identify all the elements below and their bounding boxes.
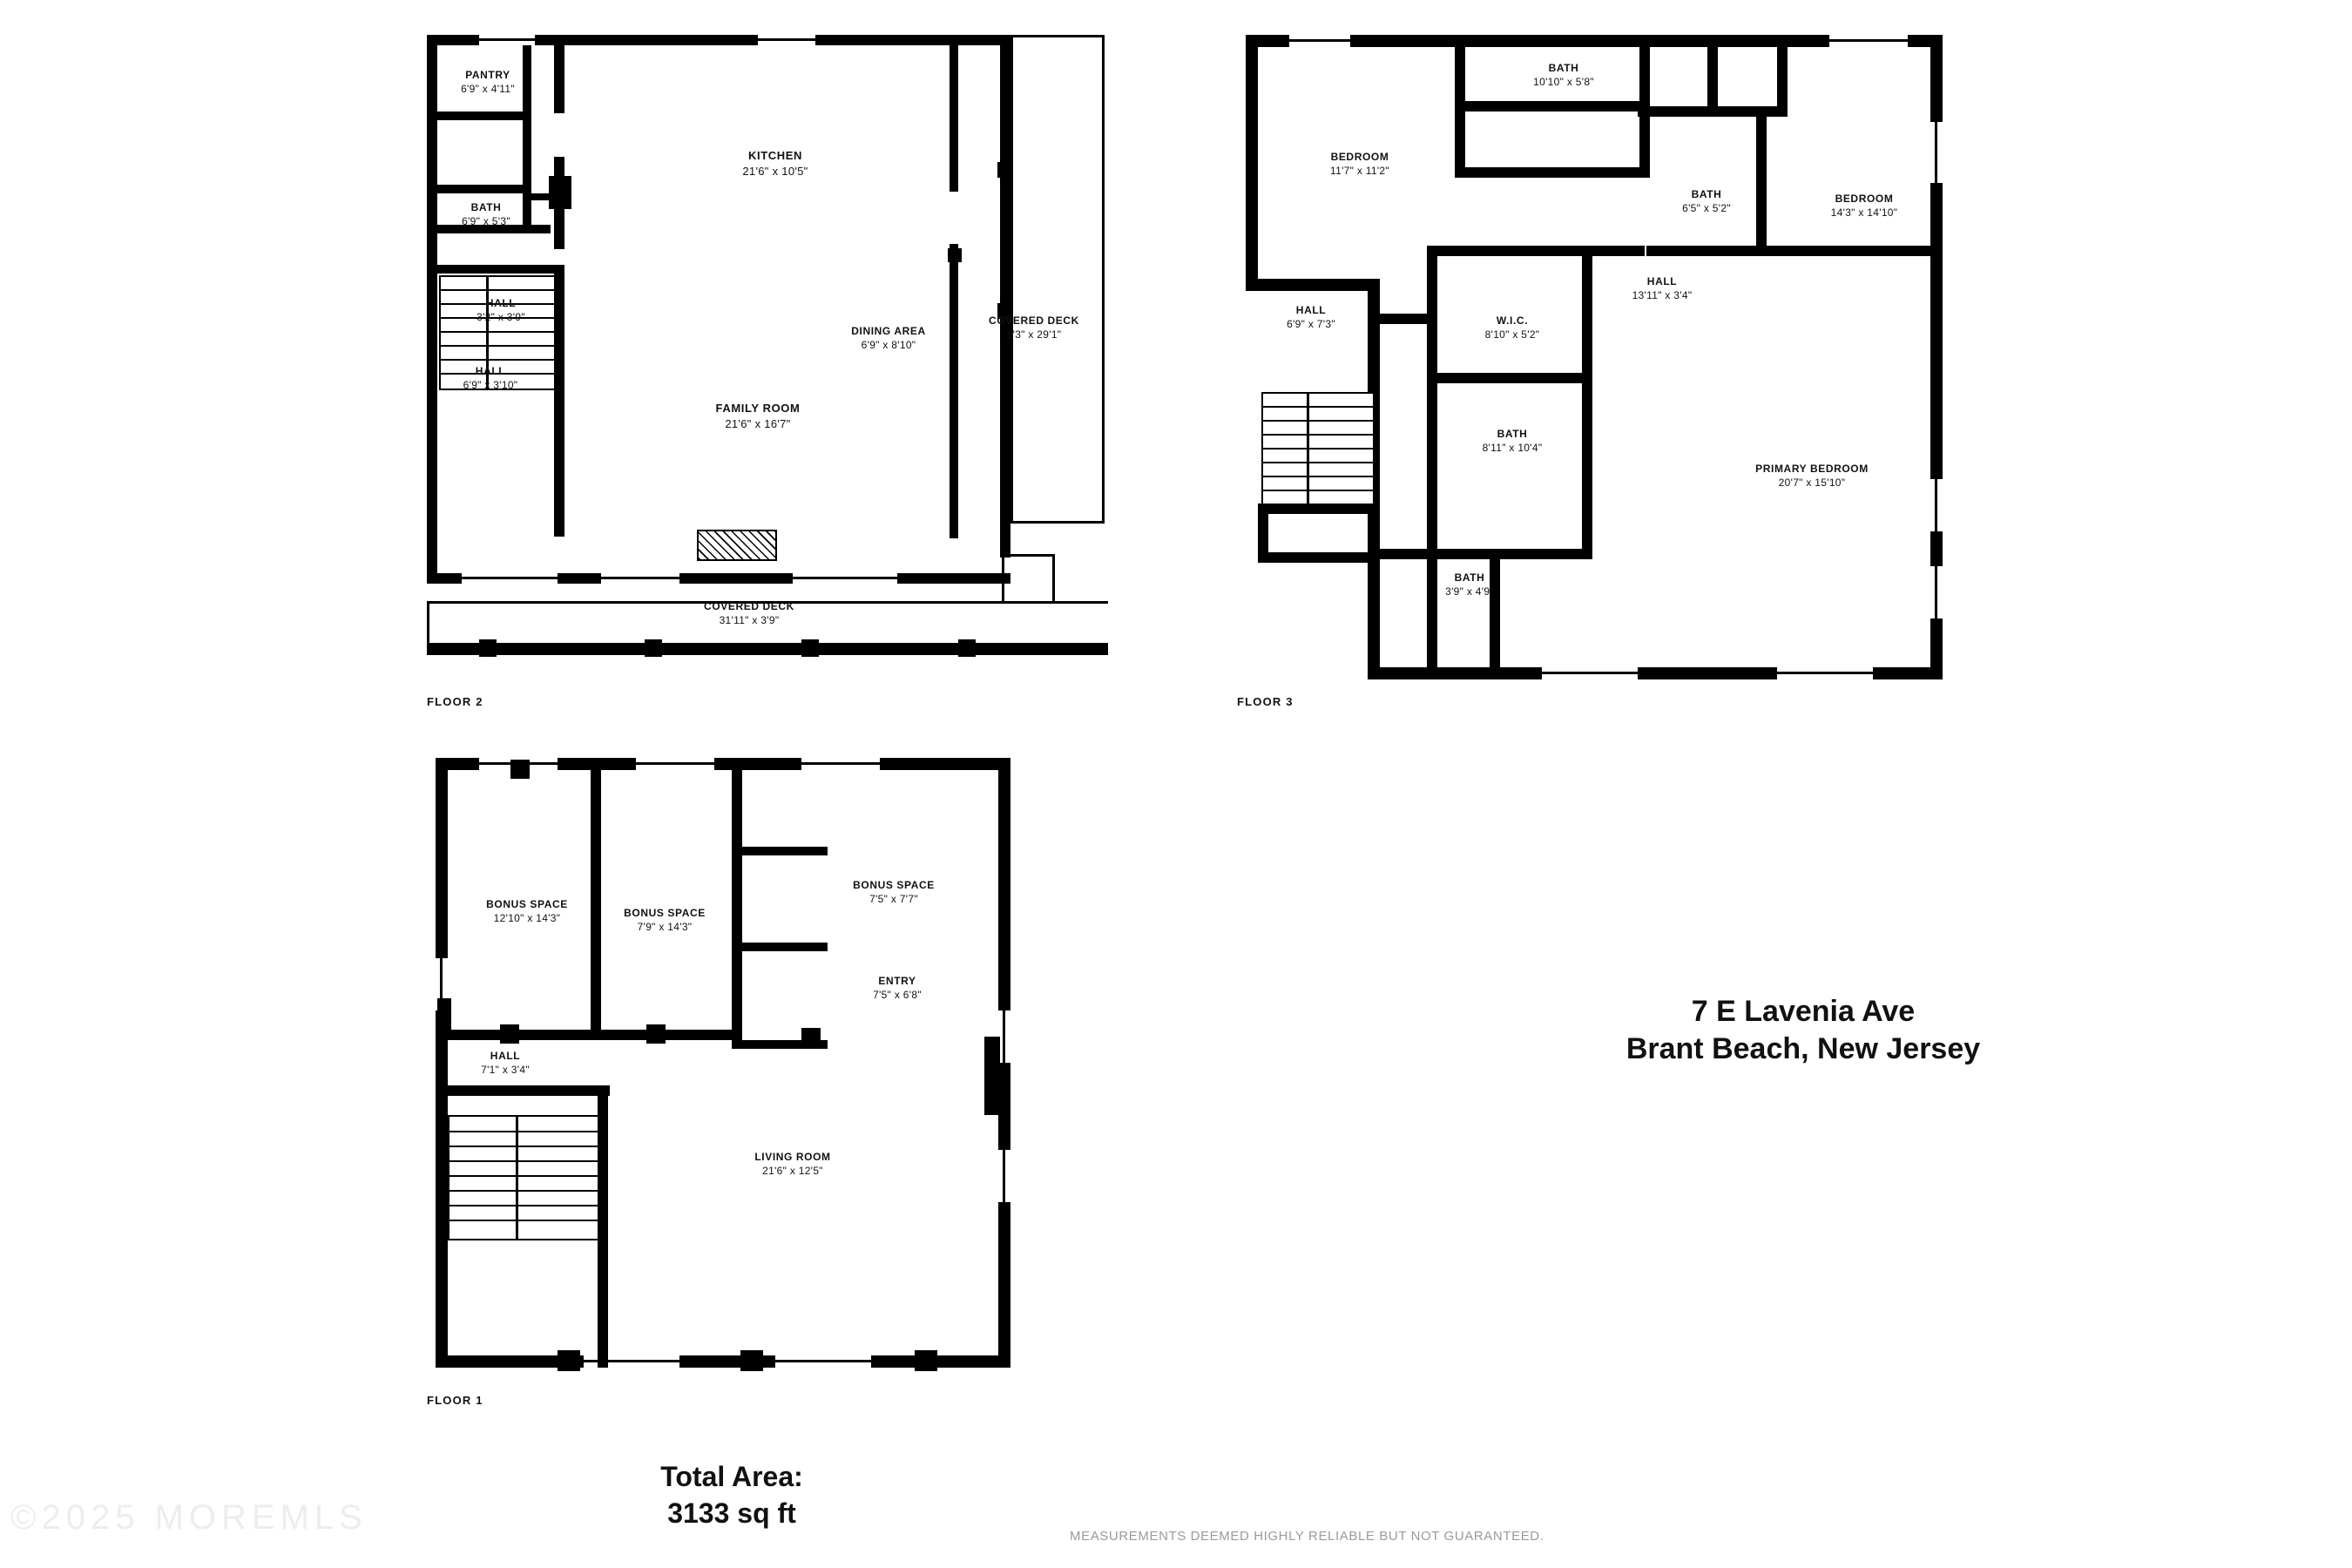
wall [801, 1028, 821, 1047]
wall [732, 847, 828, 855]
room-label: BONUS SPACE 12'10" x 14'3" [486, 898, 568, 925]
room-label: BEDROOM 11'7" x 11'2" [1330, 151, 1389, 178]
wall [1756, 246, 1943, 256]
floor-caption: FLOOR 2 [427, 695, 483, 708]
window [1935, 122, 1937, 183]
wall [1465, 101, 1648, 112]
floor-plan-floor-2 [427, 26, 1193, 708]
window [601, 577, 679, 579]
wall [1756, 106, 1767, 256]
disclaimer-text: MEASUREMENTS DEEMED HIGHLY RELIABLE BUT NOT GUARANTEED. [1070, 1529, 1544, 1544]
room-label: BATH 6'9" x 5'3" [462, 201, 510, 228]
room-label: BATH 6'5" x 5'2" [1682, 188, 1731, 215]
wall [1002, 554, 1054, 557]
wall [732, 943, 828, 951]
address-line-1: 7 E Lavenia Ave [1691, 995, 1916, 1028]
wall [437, 265, 564, 274]
wall [1427, 246, 1645, 256]
wall [601, 1030, 742, 1040]
room-label: BONUS SPACE 7'5" x 7'7" [853, 879, 935, 906]
wall [1455, 47, 1465, 178]
wall [646, 1024, 666, 1044]
deck-post [479, 639, 497, 657]
wall [554, 45, 564, 113]
window [775, 1360, 871, 1362]
wall [1582, 383, 1592, 558]
wall [510, 760, 530, 779]
wall [1258, 504, 1375, 514]
wall [998, 758, 1010, 1368]
wall [523, 120, 531, 193]
wall [1455, 167, 1646, 178]
wall [427, 643, 1108, 655]
wall [1427, 549, 1592, 559]
wall [915, 1350, 937, 1371]
floor-plan-floor-1 [427, 749, 1037, 1407]
floor-plan-floor-3 [1237, 26, 1969, 708]
room-label: DINING AREA 6'9" x 8'10" [851, 325, 926, 352]
wall [427, 35, 437, 584]
wall [1000, 35, 1010, 558]
wall [437, 185, 531, 193]
room-label: W.I.C. 8'10" x 5'2" [1484, 314, 1540, 341]
room-label: HALL 3'2" x 3'9" [476, 297, 525, 324]
address-line-2: Brant Beach, New Jersey [1625, 1031, 1981, 1065]
window [758, 38, 815, 41]
room-label: HALL 7'1" x 3'4" [481, 1050, 530, 1077]
wall [1000, 35, 1105, 37]
property-address [1498, 993, 2108, 1067]
room-label: BEDROOM 14'3" x 14'10" [1830, 193, 1898, 220]
window [462, 577, 558, 579]
staircase [1261, 392, 1375, 509]
floor-caption: FLOOR 3 [1237, 695, 1294, 708]
window [636, 762, 714, 765]
room-label: COVERED DECK 31'11" x 3'9" [704, 600, 794, 627]
wall [437, 112, 531, 120]
window [1829, 39, 1908, 42]
wall [1646, 246, 1767, 256]
deck-post [645, 639, 662, 657]
total-area [558, 1459, 906, 1531]
window [479, 38, 535, 41]
room-label: ENTRY 7'5" x 6'8" [873, 975, 922, 1002]
wall [437, 998, 451, 1037]
floor-caption: FLOOR 1 [427, 1394, 483, 1407]
window [1003, 1010, 1005, 1063]
wall [1427, 373, 1592, 383]
room-label: LIVING ROOM 21'6" x 12'5" [754, 1151, 831, 1178]
wall [950, 244, 958, 538]
room-label: FAMILY ROOM 21'6" x 16'7" [715, 402, 801, 430]
room-label: COVERED DECK 8'3" x 29'1" [989, 314, 1079, 341]
wall [1246, 279, 1380, 291]
wall [1777, 47, 1788, 117]
wall [1427, 314, 1437, 558]
window [1935, 479, 1937, 531]
wall [436, 1085, 610, 1096]
window [801, 762, 880, 765]
staircase [448, 1115, 599, 1240]
room-label: HALL 13'11" x 3'4" [1632, 275, 1693, 302]
wall [1002, 556, 1004, 603]
window [1777, 672, 1873, 674]
stair-hatch [697, 530, 777, 561]
window [1289, 39, 1350, 42]
room-label: HALL 6'9" x 7'3" [1287, 304, 1335, 331]
window [1935, 566, 1937, 618]
deck-post [958, 639, 976, 657]
room-label: KITCHEN 21'6" x 10'5" [742, 149, 808, 178]
wall [436, 1030, 610, 1040]
room-label: PRIMARY BEDROOM 20'7" x 15'10" [1755, 463, 1869, 490]
wall [1427, 545, 1437, 674]
wall [1258, 552, 1380, 563]
wall [1000, 521, 1105, 524]
window [1542, 672, 1638, 674]
wall [1102, 35, 1105, 523]
total-area-value: 3133 sq ft [667, 1497, 796, 1529]
wall [950, 45, 958, 192]
window [793, 577, 897, 579]
wall [948, 248, 962, 262]
wall [1010, 35, 1013, 523]
window [1003, 1150, 1005, 1202]
wall [549, 176, 571, 209]
room-label: PANTRY 6'9" x 4'11" [461, 69, 515, 96]
wall [1052, 554, 1055, 603]
wall [1246, 35, 1258, 287]
wall [984, 1037, 1000, 1115]
watermark: ©2025 MOREMLS [10, 1498, 368, 1537]
room-label: BATH 8'11" x 10'4" [1482, 428, 1543, 455]
room-label: BONUS SPACE 7'9" x 14'3" [624, 907, 706, 934]
total-area-label: Total Area: [660, 1461, 803, 1492]
wall [740, 1350, 763, 1371]
deck-post [801, 639, 819, 657]
wall [1380, 314, 1432, 324]
wall [500, 1024, 519, 1044]
wall [732, 770, 742, 1040]
room-label: BATH 3'9" x 4'9" [1445, 571, 1494, 598]
room-label: BATH 10'10" x 5'8" [1533, 62, 1594, 89]
room-label: HALL 6'9" x 3'10" [463, 365, 518, 392]
wall [997, 162, 1013, 178]
wall [558, 1350, 580, 1371]
